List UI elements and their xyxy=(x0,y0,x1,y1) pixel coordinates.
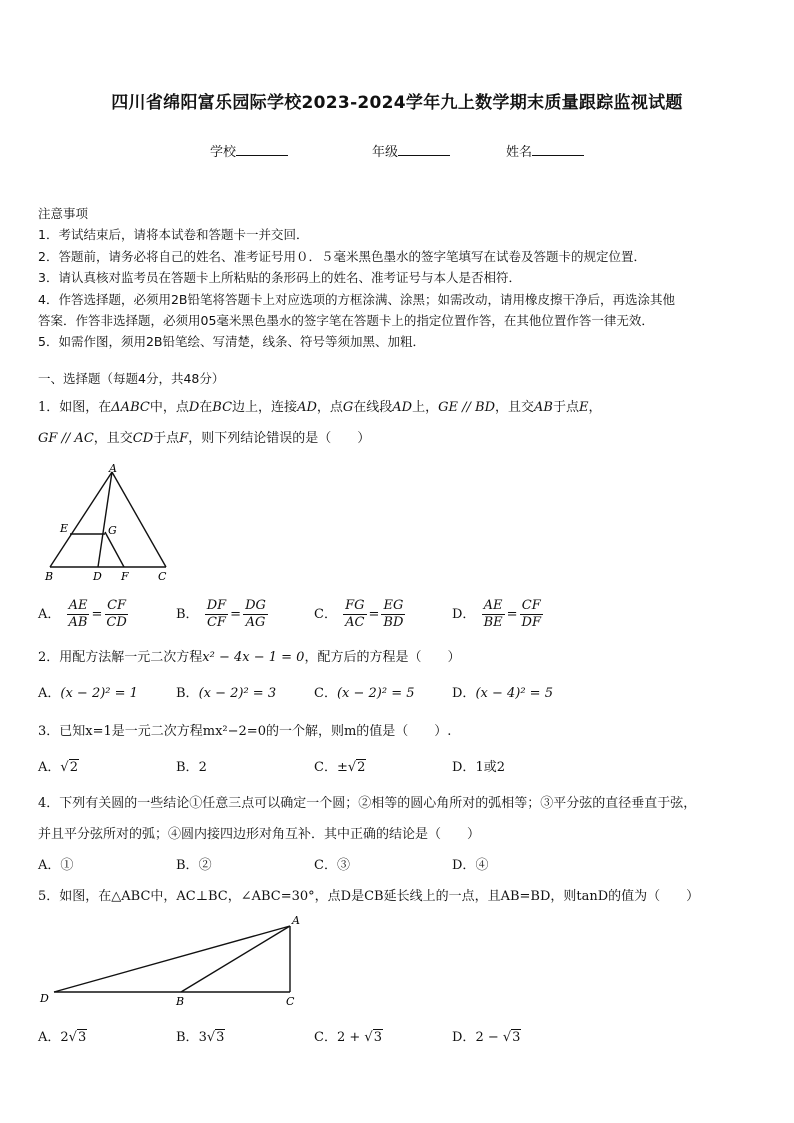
q1-math: GF // AC xyxy=(38,431,94,446)
q1-math: BC xyxy=(212,400,233,415)
fraction xyxy=(67,598,90,631)
option-text: ④ xyxy=(475,858,489,873)
q4-option-c[interactable] xyxy=(314,854,350,873)
option-text: ± xyxy=(336,760,348,775)
equals-sign: = xyxy=(91,607,103,622)
q1-math: ΔABC xyxy=(111,400,150,415)
notice-heading: 注意事项 xyxy=(38,206,89,221)
option-text: ③ xyxy=(336,858,350,873)
numerator: DG xyxy=(245,598,266,613)
name-label: 姓名 xyxy=(506,145,533,160)
q1-text: ，点 xyxy=(316,400,343,415)
numerator: CF xyxy=(107,598,127,613)
q5-option-d[interactable]: D．2 − √3 xyxy=(452,1030,521,1045)
q3-option-b[interactable] xyxy=(176,756,207,775)
q1-text: 在线段 xyxy=(353,400,393,415)
q4-option-b[interactable] xyxy=(176,854,212,873)
q1-math: AD xyxy=(392,400,413,415)
q5-figure xyxy=(36,910,312,1010)
option-letter: C． xyxy=(314,858,337,873)
q2-text: ，配方后的方程是（ ） xyxy=(304,650,461,665)
point-label-b: B xyxy=(45,570,54,583)
option-text: ① xyxy=(60,858,74,873)
q5-text: 如图，在△ABC中，AC⊥BC，∠ABC=30°，点D是CB延长线上的一点，且AB=BD，则tanD的值为（ ） xyxy=(59,889,700,904)
q5-option-c[interactable]: C．2 + √3 xyxy=(314,1030,382,1045)
option-text: 2 xyxy=(198,760,207,775)
option-text: 2 − xyxy=(475,1030,503,1045)
q1-option-c[interactable] xyxy=(314,598,407,631)
denominator: CD xyxy=(106,615,127,630)
option-text: ② xyxy=(198,858,212,873)
point-label-g: G xyxy=(108,524,117,537)
segment-ac xyxy=(112,472,166,567)
q4-number: 4． xyxy=(38,796,60,811)
option-letter: D． xyxy=(452,607,476,622)
numerator: CF xyxy=(521,598,541,613)
denominator: CF xyxy=(206,615,226,630)
q2-equation: x² − 4x − 1 = 0 xyxy=(202,650,305,665)
fraction xyxy=(482,598,505,631)
fraction xyxy=(104,598,128,631)
q3-option-a[interactable]: A．√2 xyxy=(38,760,78,775)
option-text: (x − 2)² = 5 xyxy=(336,686,415,701)
denominator: DF xyxy=(521,615,541,630)
fraction xyxy=(520,598,543,631)
numerator: FG xyxy=(345,598,365,613)
q1-text: ，且交 xyxy=(495,400,535,415)
option-text: (x − 4)² = 5 xyxy=(475,686,553,701)
radicand: 3 xyxy=(373,1030,382,1045)
q1-text: ， xyxy=(588,400,602,415)
school-label: 学校 xyxy=(210,145,237,160)
q1-line2 xyxy=(38,427,370,446)
q1-math: CD xyxy=(132,431,154,446)
q1-math: D xyxy=(188,400,200,415)
q1-text: 边上，连接 xyxy=(232,400,298,415)
q4-line1 xyxy=(38,792,696,811)
q1-option-b[interactable] xyxy=(176,598,270,631)
radicand: 3 xyxy=(216,1030,225,1045)
q1-text: ，且交 xyxy=(93,431,133,446)
denominator: AB xyxy=(68,615,88,630)
option-letter: A． xyxy=(38,858,61,873)
numerator: DF xyxy=(206,598,227,613)
q4-text: 下列有关圆的一些结论①任意三点可以确定一个圆；②相等的圆心角所对的弧相等；③平分弦的直径垂直于弦， xyxy=(59,796,697,811)
radicand: 2 xyxy=(69,760,78,775)
grade-label: 年级 xyxy=(372,145,399,160)
q5-stem xyxy=(38,885,699,904)
point-label-a: A xyxy=(109,462,117,475)
page-title: 四川省绵阳富乐园际学校2023-2024学年九上数学期末质量跟踪监视试题 xyxy=(111,93,683,113)
q2-stem xyxy=(38,646,460,665)
q1-text: 于点 xyxy=(153,431,180,446)
q3-option-c[interactable]: C．±√2 xyxy=(314,760,366,775)
option-letter: D． xyxy=(452,760,476,775)
option-letter: C． xyxy=(314,607,337,622)
q5-number: 5． xyxy=(38,889,60,904)
option-letter: A． xyxy=(38,1030,61,1045)
denominator: BE xyxy=(483,615,503,630)
segment-ba xyxy=(181,926,290,992)
option-letter: D． xyxy=(452,1030,476,1045)
point-label-e: E xyxy=(60,522,69,535)
segment-gf xyxy=(105,532,124,567)
fraction xyxy=(343,598,366,631)
option-letter: D． xyxy=(452,686,476,701)
denominator: AC xyxy=(345,615,365,630)
q4-option-a[interactable] xyxy=(38,854,73,873)
option-text: 3 xyxy=(198,1030,207,1045)
point-label-d: D xyxy=(40,992,49,1005)
q1-text: 中，点 xyxy=(149,400,189,415)
option-letter: D． xyxy=(452,858,476,873)
radicand: 3 xyxy=(512,1030,521,1045)
notice-item: 4．作答选择题，必须用2B铅笔将答题卡上对应选项的方框涂满、涂黑；如需改动，请用橡皮擦干净后，再选涂其他 xyxy=(38,291,675,307)
name-field xyxy=(506,141,584,160)
point-label-d: D xyxy=(93,570,102,583)
q1-math: AD xyxy=(297,400,317,415)
point-label-c: C xyxy=(286,995,295,1008)
numerator: AE xyxy=(68,598,88,613)
option-text: (x − 2)² = 3 xyxy=(198,686,277,701)
option-letter: B． xyxy=(176,760,199,775)
numerator: EG xyxy=(383,598,404,613)
option-text: (x − 2)² = 1 xyxy=(60,686,138,701)
q2-text: 用配方法解一元二次方程 xyxy=(59,650,203,665)
q1-text: 于点 xyxy=(552,400,579,415)
segment-ab xyxy=(50,472,112,567)
q1-math: G xyxy=(342,400,354,415)
option-text: 2 + xyxy=(336,1030,365,1045)
q4-option-d[interactable] xyxy=(452,854,488,873)
radicand: 2 xyxy=(357,760,366,775)
q2-option-c[interactable] xyxy=(314,682,415,701)
equals-sign: = xyxy=(230,607,242,622)
school-field xyxy=(210,141,288,160)
q1-line1 xyxy=(38,396,602,415)
segment-ad xyxy=(98,472,112,567)
option-letter: B． xyxy=(176,607,199,622)
notice-item: 5．如需作图，须用2B铅笔绘、写清楚，线条、符号等须加黑、加粗． xyxy=(38,334,425,350)
option-letter: A． xyxy=(38,686,61,701)
point-label-b: B xyxy=(176,995,185,1008)
q2-option-d[interactable] xyxy=(452,682,553,701)
q1-text: 在 xyxy=(199,400,213,415)
option-text: 1或2 xyxy=(475,760,505,775)
q2-number: 2． xyxy=(38,650,60,665)
notice-block xyxy=(38,203,758,353)
q3-text: 已知x=1是一元二次方程mx²−2=0的一个解，则m的值是（ ）. xyxy=(59,724,452,739)
grade-blank xyxy=(398,143,450,156)
radicand: 3 xyxy=(77,1030,87,1045)
option-letter: A． xyxy=(38,760,61,775)
option-text: 2 xyxy=(60,1030,69,1045)
numerator: AE xyxy=(483,598,503,613)
notice-item: 3．请认真核对监考员在答题卡上所粘贴的条形码上的姓名、准考证号与本人是否相符． xyxy=(38,270,521,286)
q1-math: AB xyxy=(534,400,553,415)
q2-option-b[interactable] xyxy=(176,682,276,701)
q2-option-a[interactable] xyxy=(38,682,138,701)
q1-text: ，则下列结论错误的是（ ） xyxy=(188,431,371,446)
notice-item: 1．考试结束后，请将本试卷和答题卡一并交回． xyxy=(38,227,309,243)
grade-field xyxy=(372,141,450,160)
point-label-f: F xyxy=(121,570,129,583)
q1-text: 上， xyxy=(412,400,439,415)
q4-line2: 并且平分弦所对的弧；④圆内接四边形对角互补．其中正确的结论是（ ） xyxy=(38,827,481,842)
q3-number: 3． xyxy=(38,724,60,739)
equals-sign: = xyxy=(506,607,518,622)
q3-stem xyxy=(38,720,451,739)
point-label-a: A xyxy=(292,914,300,927)
option-letter: C． xyxy=(314,686,337,701)
q1-text: 如图，在 xyxy=(59,400,112,415)
q1-math: F xyxy=(179,431,189,446)
segment-da xyxy=(54,926,290,992)
option-letter: B． xyxy=(176,858,199,873)
q5-option-b[interactable]: B．3√3 xyxy=(176,1030,225,1045)
q1-option-a[interactable] xyxy=(38,598,131,631)
fraction xyxy=(381,598,405,631)
fraction xyxy=(243,598,268,631)
notice-item: 答案．作答非选择题，必须用05毫米黑色墨水的签字笔在答题卡上的指定位置作答，在其他位置作答一律无效． xyxy=(38,313,654,329)
denominator: AG xyxy=(245,615,266,630)
option-letter: B． xyxy=(176,686,199,701)
fraction xyxy=(205,598,228,631)
q1-figure xyxy=(38,462,178,586)
q1-math: GE // BD xyxy=(438,400,495,415)
q1-math: E xyxy=(578,400,589,415)
q1-number: 1． xyxy=(38,400,60,415)
option-letter: A． xyxy=(38,607,61,622)
section-title: 一、选择题（每题4分，共48分） xyxy=(38,371,225,386)
q1-option-d[interactable] xyxy=(452,598,545,631)
option-letter: C． xyxy=(314,1030,337,1045)
q5-option-a[interactable]: A．2√3 xyxy=(38,1030,87,1045)
notice-item: 2．答题前，请务必将自己的姓名、准考证号用０．５毫米黑色墨水的签字笔填写在试卷及答题卡的规定位置． xyxy=(38,248,646,264)
option-letter: C． xyxy=(314,760,337,775)
school-blank xyxy=(236,143,288,156)
option-letter: B． xyxy=(176,1030,199,1045)
name-blank xyxy=(532,143,584,156)
point-label-c: C xyxy=(158,570,167,583)
equals-sign: = xyxy=(368,607,380,622)
q3-option-d[interactable] xyxy=(452,756,505,775)
denominator: BD xyxy=(383,615,404,630)
